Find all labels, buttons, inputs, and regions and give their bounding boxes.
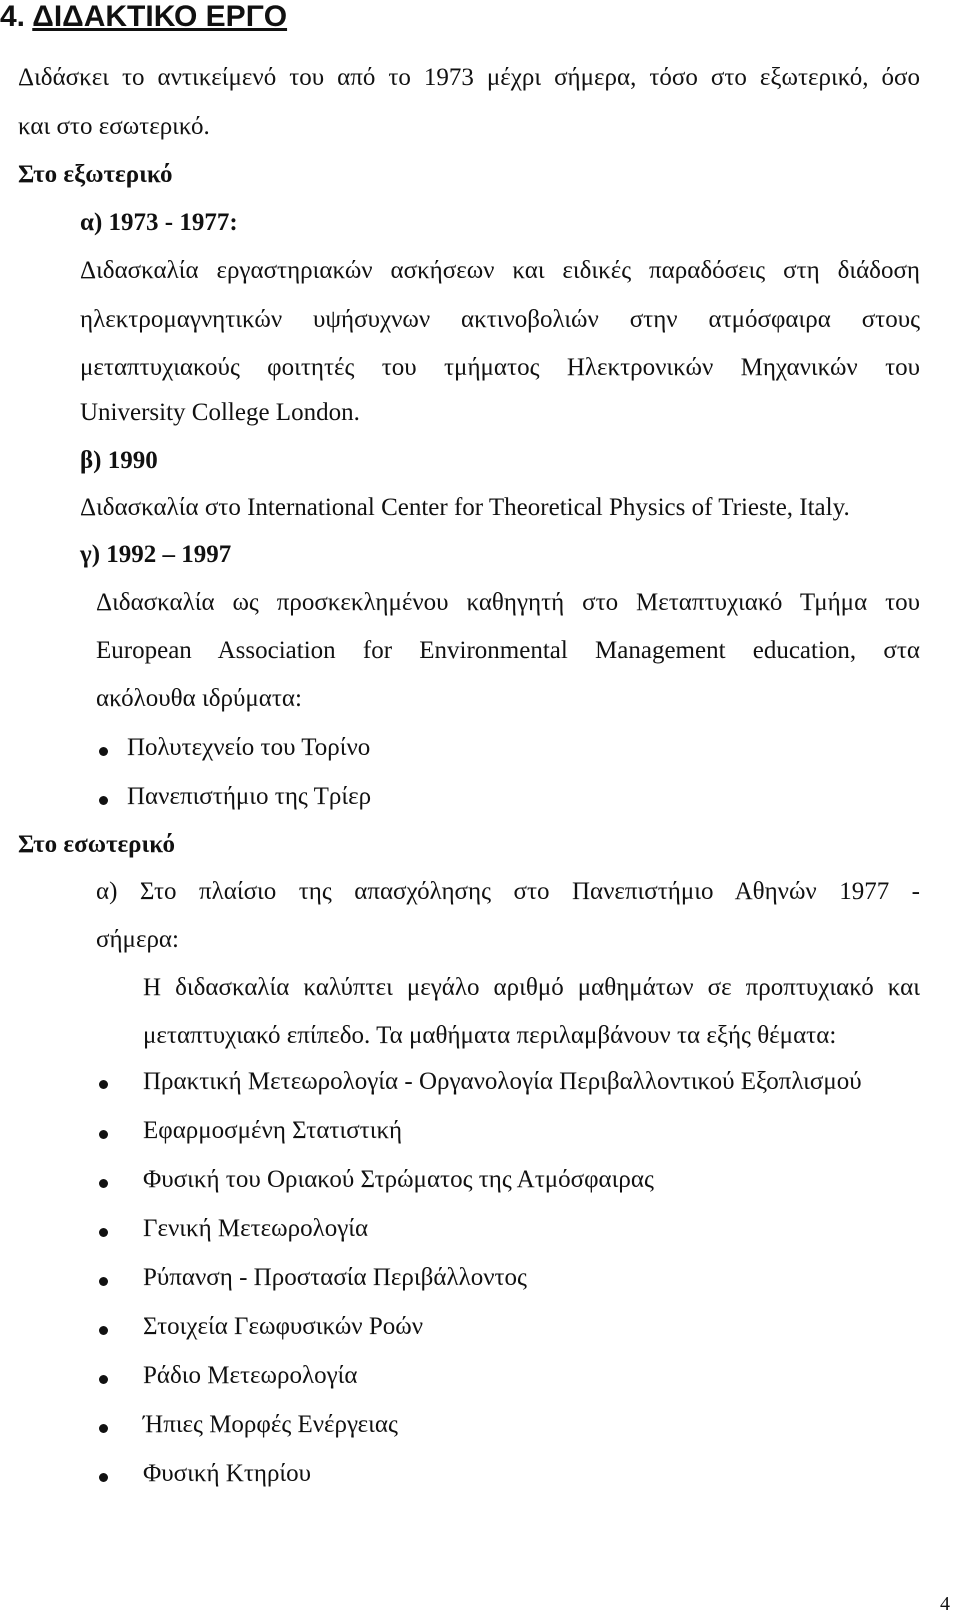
bullet-icon — [99, 1375, 108, 1384]
abroad-b-line: Διδασκαλία στο International Center for Theoretical Physics of Trieste, Italy. — [80, 494, 850, 521]
course-item: Φυσική Κτηρίου — [143, 1460, 312, 1487]
institution-item: Πολυτεχνείο του Τορίνο — [127, 734, 371, 761]
bullet-icon — [99, 1277, 108, 1286]
abroad-c-label: γ) 1992 – 1997 — [80, 541, 232, 568]
course-item: Εφαρμοσμένη Στατιστική — [143, 1117, 403, 1144]
abroad-a-line: University College London. — [80, 399, 360, 426]
abroad-a-line: ηλεκτρομαγνητικών υψήσυχνων ακτινοβολιών στην ατμόσφαιρα στους — [80, 306, 920, 333]
bullet-icon — [99, 1130, 108, 1139]
abroad-c-line: Διδασκαλία ως προσκεκλημένου καθηγητή στο Μεταπτυχιακό Τμήμα του — [96, 589, 920, 616]
domestic-title: Στο εσωτερικό — [18, 831, 175, 858]
course-item: Πρακτική Μετεωρολογία - Οργανολογία Περιβαλλοντικού Εξοπλισμού — [143, 1068, 862, 1095]
domestic-a-line-2: σήμερα: — [96, 926, 179, 953]
section-number: 4. — [0, 0, 26, 33]
bullet-icon — [99, 1080, 108, 1089]
institution-item: Πανεπιστήμιο της Τρίερ — [127, 783, 372, 810]
bullet-icon — [99, 747, 108, 756]
bullet-icon — [99, 796, 108, 805]
abroad-c-line: ακόλουθα ιδρύματα: — [96, 685, 302, 712]
section-heading — [0, 0, 287, 34]
abroad-a-label: α) 1973 - 1977: — [80, 209, 238, 236]
course-item: Στοιχεία Γεωφυσικών Ροών — [143, 1313, 424, 1340]
abroad-a-line: Διδασκαλία εργαστηριακών ασκήσεων και ειδικές παραδόσεις στη διάδοση — [80, 257, 920, 284]
course-item: Γενική Μετεωρολογία — [143, 1215, 369, 1242]
domestic-desc-line-2: μεταπτυχιακό επίπεδο. Τα μαθήματα περιλαμβάνουν τα εξής θέματα: — [143, 1022, 837, 1049]
page-number: 4 — [940, 1593, 950, 1615]
abroad-title: Στο εξωτερικό — [18, 161, 173, 188]
section-title: ΔΙΔΑΚΤΙΚΟ ΕΡΓΟ — [32, 0, 288, 33]
abroad-b-label: β) 1990 — [80, 447, 158, 474]
course-item: Ρύπανση - Προστασία Περιβάλλοντος — [143, 1264, 527, 1291]
bullet-icon — [99, 1424, 108, 1433]
abroad-c-line: European Association for Environmental Management education, στα — [96, 637, 920, 664]
bullet-icon — [99, 1228, 108, 1237]
domestic-desc-line-1: Η διδασκαλία καλύπτει μεγάλο αριθμό μαθημάτων σε προπτυχιακό και — [143, 974, 920, 1001]
course-item: Φυσική του Οριακού Στρώματος της Ατμόσφαιρας — [143, 1166, 654, 1193]
bullet-icon — [99, 1473, 108, 1482]
domestic-a-line-1: α) Στο πλαίσιο της απασχόλησης στο Πανεπιστήμιο Αθηνών 1977 - — [96, 878, 920, 905]
bullet-icon — [99, 1179, 108, 1188]
abroad-a-line: μεταπτυχιακούς φοιτητές του τμήματος Ηλεκτρονικών Μηχανικών του — [80, 354, 920, 381]
course-item: Ράδιο Μετεωρολογία — [143, 1362, 358, 1389]
intro-line-1: Διδάσκει το αντικείμενό του από το 1973 μέχρι σήμερα, τόσο στο εξωτερικό, όσο — [18, 64, 920, 91]
course-item: Ήπιες Μορφές Ενέργειας — [143, 1411, 398, 1438]
intro-line-2: και στο εσωτερικό. — [18, 113, 210, 140]
bullet-icon — [99, 1326, 108, 1335]
